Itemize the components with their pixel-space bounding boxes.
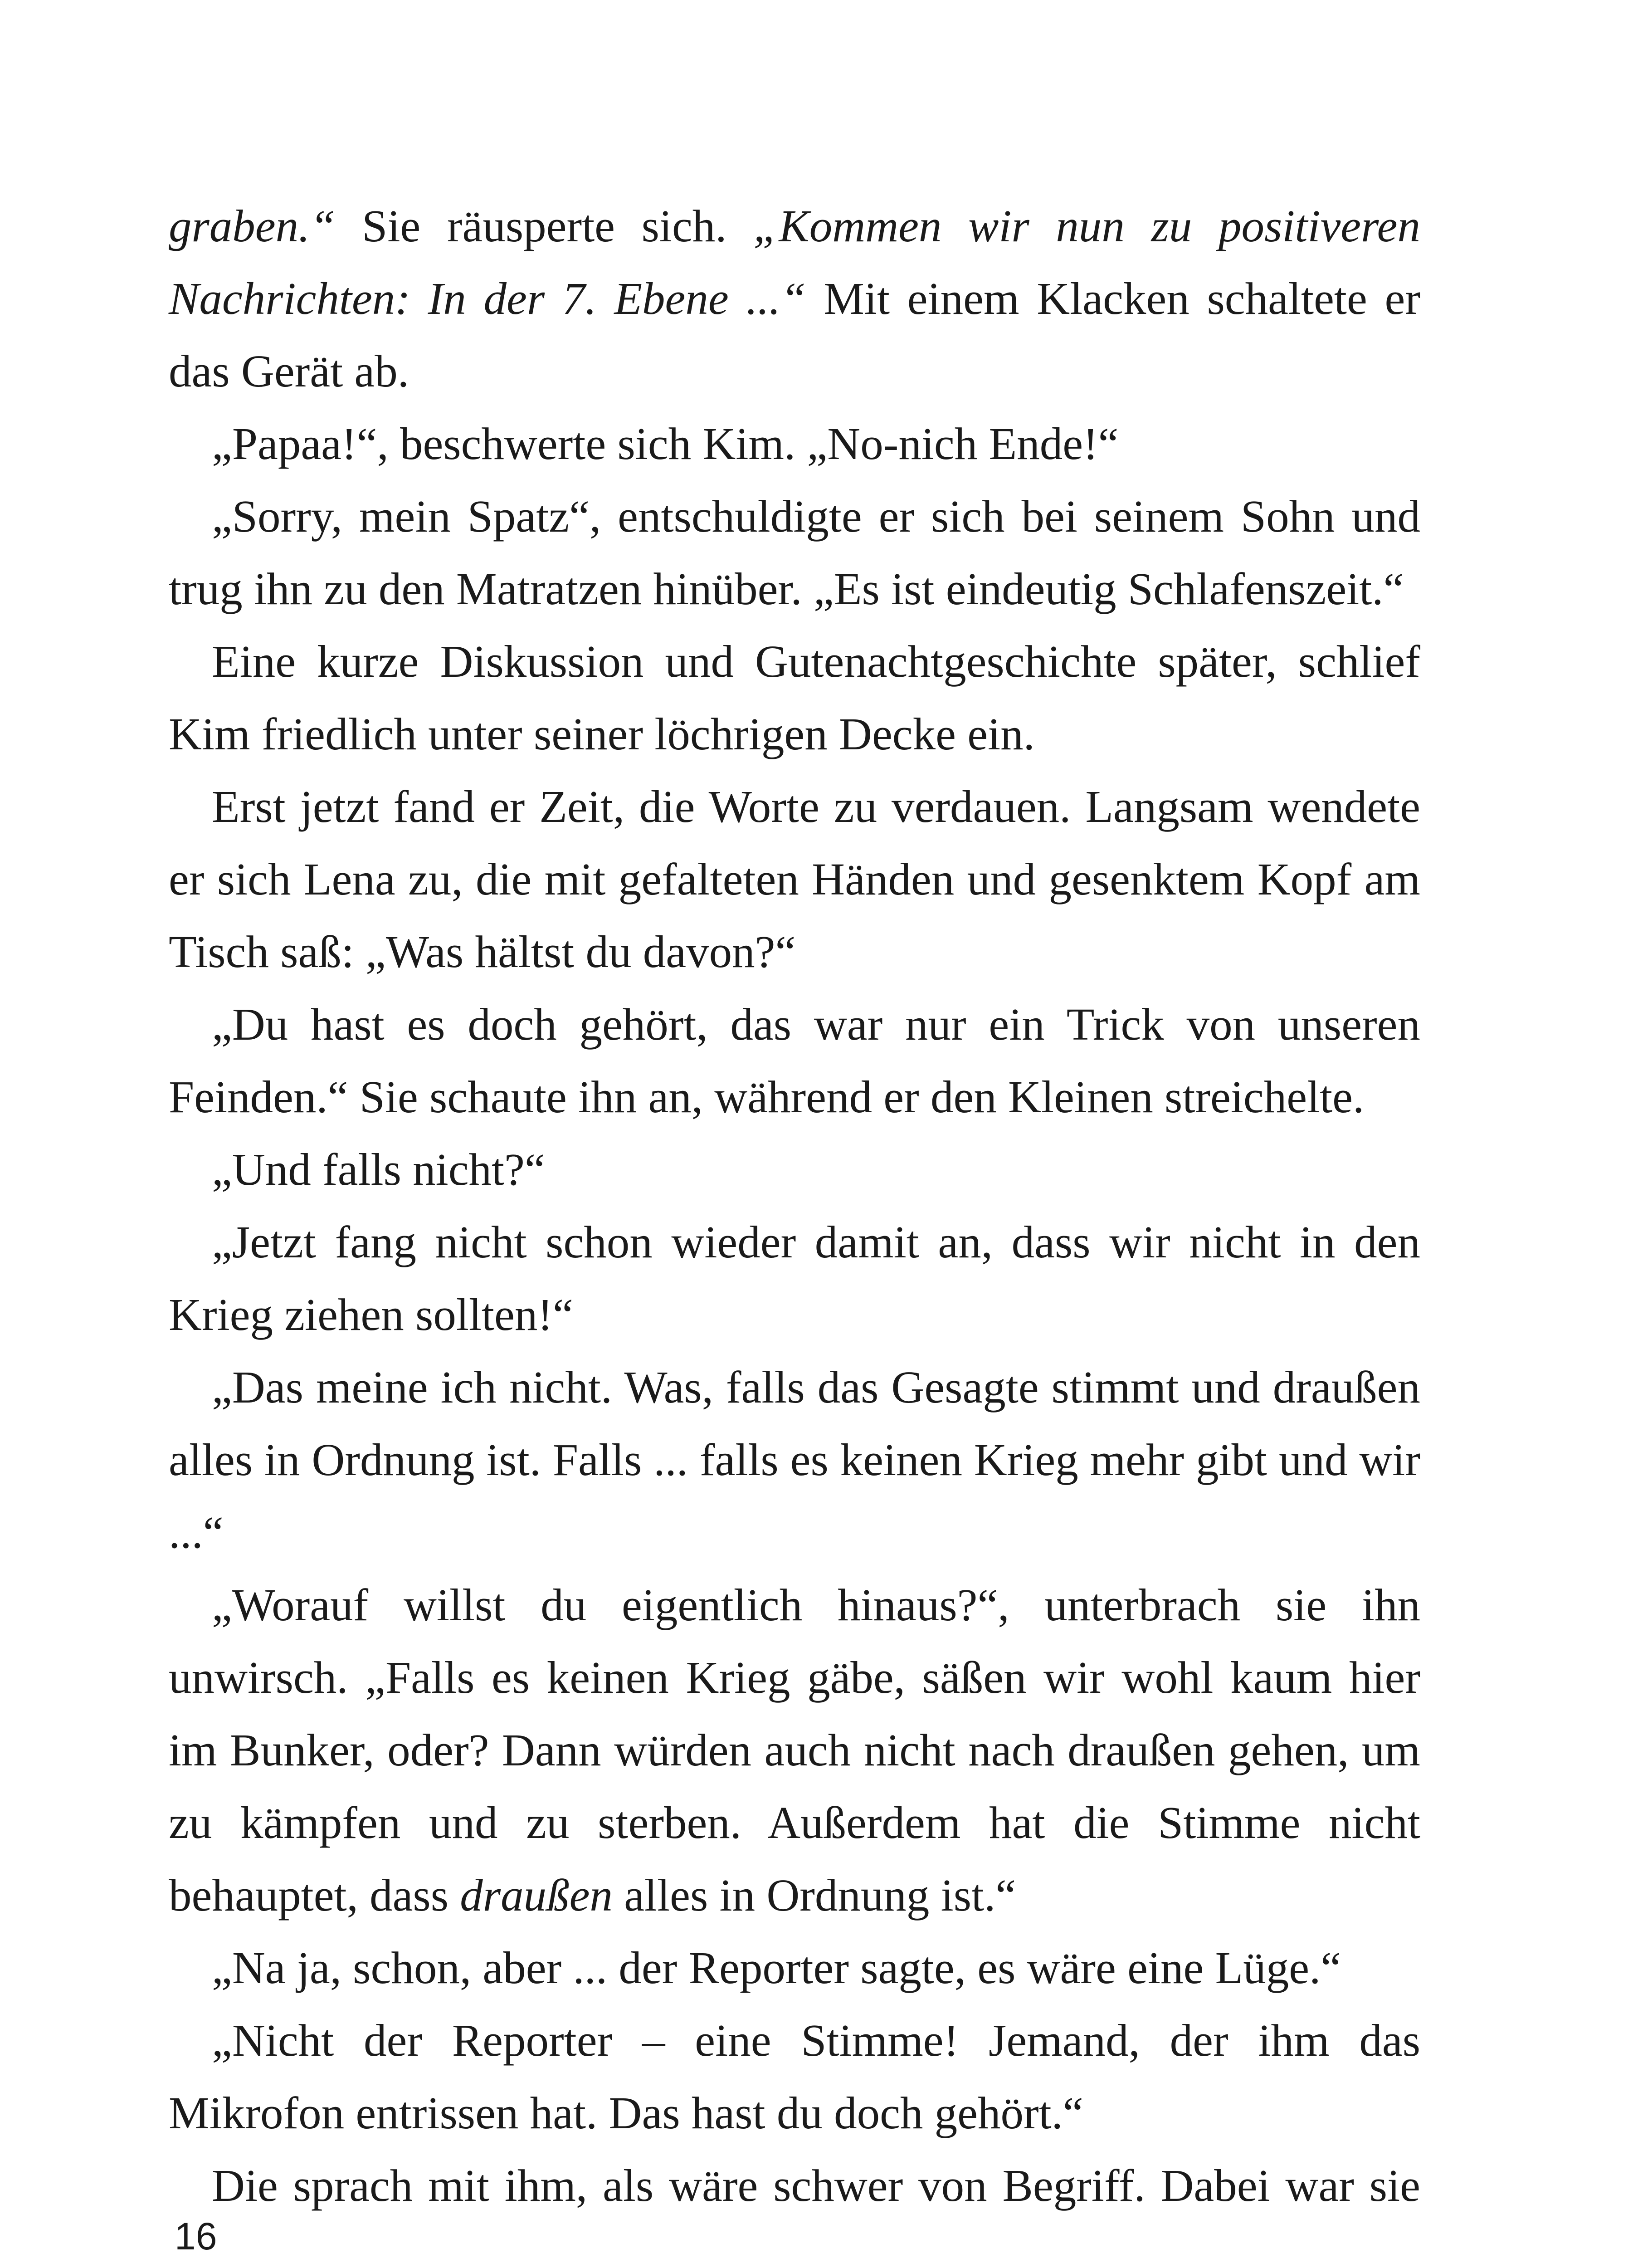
text-segment: Sie räusperte sich. — [335, 200, 754, 251]
paragraph — [169, 770, 1420, 988]
paragraph — [169, 625, 1420, 770]
text-segment: „Das meine ich nicht. Was, falls das Gesagte stimmt und draußen alles in Ordnung ist. Falls ... falls es keinen Krieg mehr gibt und wir ...“ — [169, 1362, 1420, 1558]
paragraph — [169, 1133, 1420, 1206]
text-segment: „Worauf willst du eigentlich hinaus?“, unterbrach sie ihn unwirsch. „Falls es keinen Krieg gäbe, säßen wir wohl kaum hier im Bunker, oder? Dann würden auch nicht nach draußen gehen, um zu kämpfen und zu sterben. Außerdem hat die Stimme nicht behauptet, dass — [169, 1579, 1420, 1921]
paragraph — [169, 1931, 1420, 2004]
paragraph — [169, 1206, 1420, 1351]
italic-text-segment: „Kommen wir nun zu positiveren Nachrichten: In der 7. Ebene ...“ — [169, 200, 1420, 324]
text-segment: „Papaa!“, beschwerte sich Kim. „No-nich Ende!“ — [212, 418, 1119, 469]
paragraph — [169, 407, 1420, 480]
text-segment: „Jetzt fang nicht schon wieder damit an, dass wir nicht in den Krieg ziehen sollten!“ — [169, 1217, 1420, 1340]
text-segment: Erst jetzt fand er Zeit, die Worte zu verdauen. Langsam wendete er sich Lena zu, die mit gefalteten Händen und gesenktem Kopf am Tisch saß: „Was hältst du davon?“ — [169, 781, 1420, 977]
paragraph — [169, 2149, 1420, 2222]
paragraph — [169, 190, 1420, 407]
text-segment: „Du hast es doch gehört, das war nur ein Trick von unseren Feinden.“ Sie schaute ihn an, während er den Kleinen streichelte. — [169, 999, 1420, 1122]
paragraph — [169, 2004, 1420, 2149]
paragraph — [169, 480, 1420, 625]
text-segment: „Und falls nicht?“ — [212, 1144, 545, 1195]
italic-text-segment: draußen — [460, 1870, 613, 1921]
page-number: 16 — [175, 2215, 217, 2258]
text-segment: „Nicht der Reporter – eine Stimme! Jemand, der ihm das Mikrofon entrissen hat. Das hast du doch gehört.“ — [169, 2015, 1420, 2138]
text-segment: alles in Ordnung ist.“ — [612, 1870, 1016, 1921]
text-segment: „Sorry, mein Spatz“, entschuldigte er sich bei seinem Sohn und trug ihn zu den Matratzen hinüber. „Es ist eindeutig Schlafenszeit.“ — [169, 491, 1420, 614]
text-segment: Eine kurze Diskussion und Gutenachtgeschichte später, schlief Kim friedlich unter seiner löchrigen Decke ein. — [169, 636, 1420, 759]
text-segment: „Na ja, schon, aber ... der Reporter sagte, es wäre eine Lüge.“ — [212, 1942, 1341, 1993]
paragraph — [169, 988, 1420, 1133]
text-segment: Die sprach mit ihm, als wäre schwer von Begriff. Dabei war sie — [212, 2160, 1420, 2211]
paragraph — [169, 1569, 1420, 1931]
paragraph — [169, 1351, 1420, 1569]
text-segment: Mit einem Klacken schaltete er das Gerät ab. — [169, 273, 1420, 396]
body-text — [169, 190, 1420, 2222]
italic-text-segment: graben.“ — [169, 200, 336, 251]
